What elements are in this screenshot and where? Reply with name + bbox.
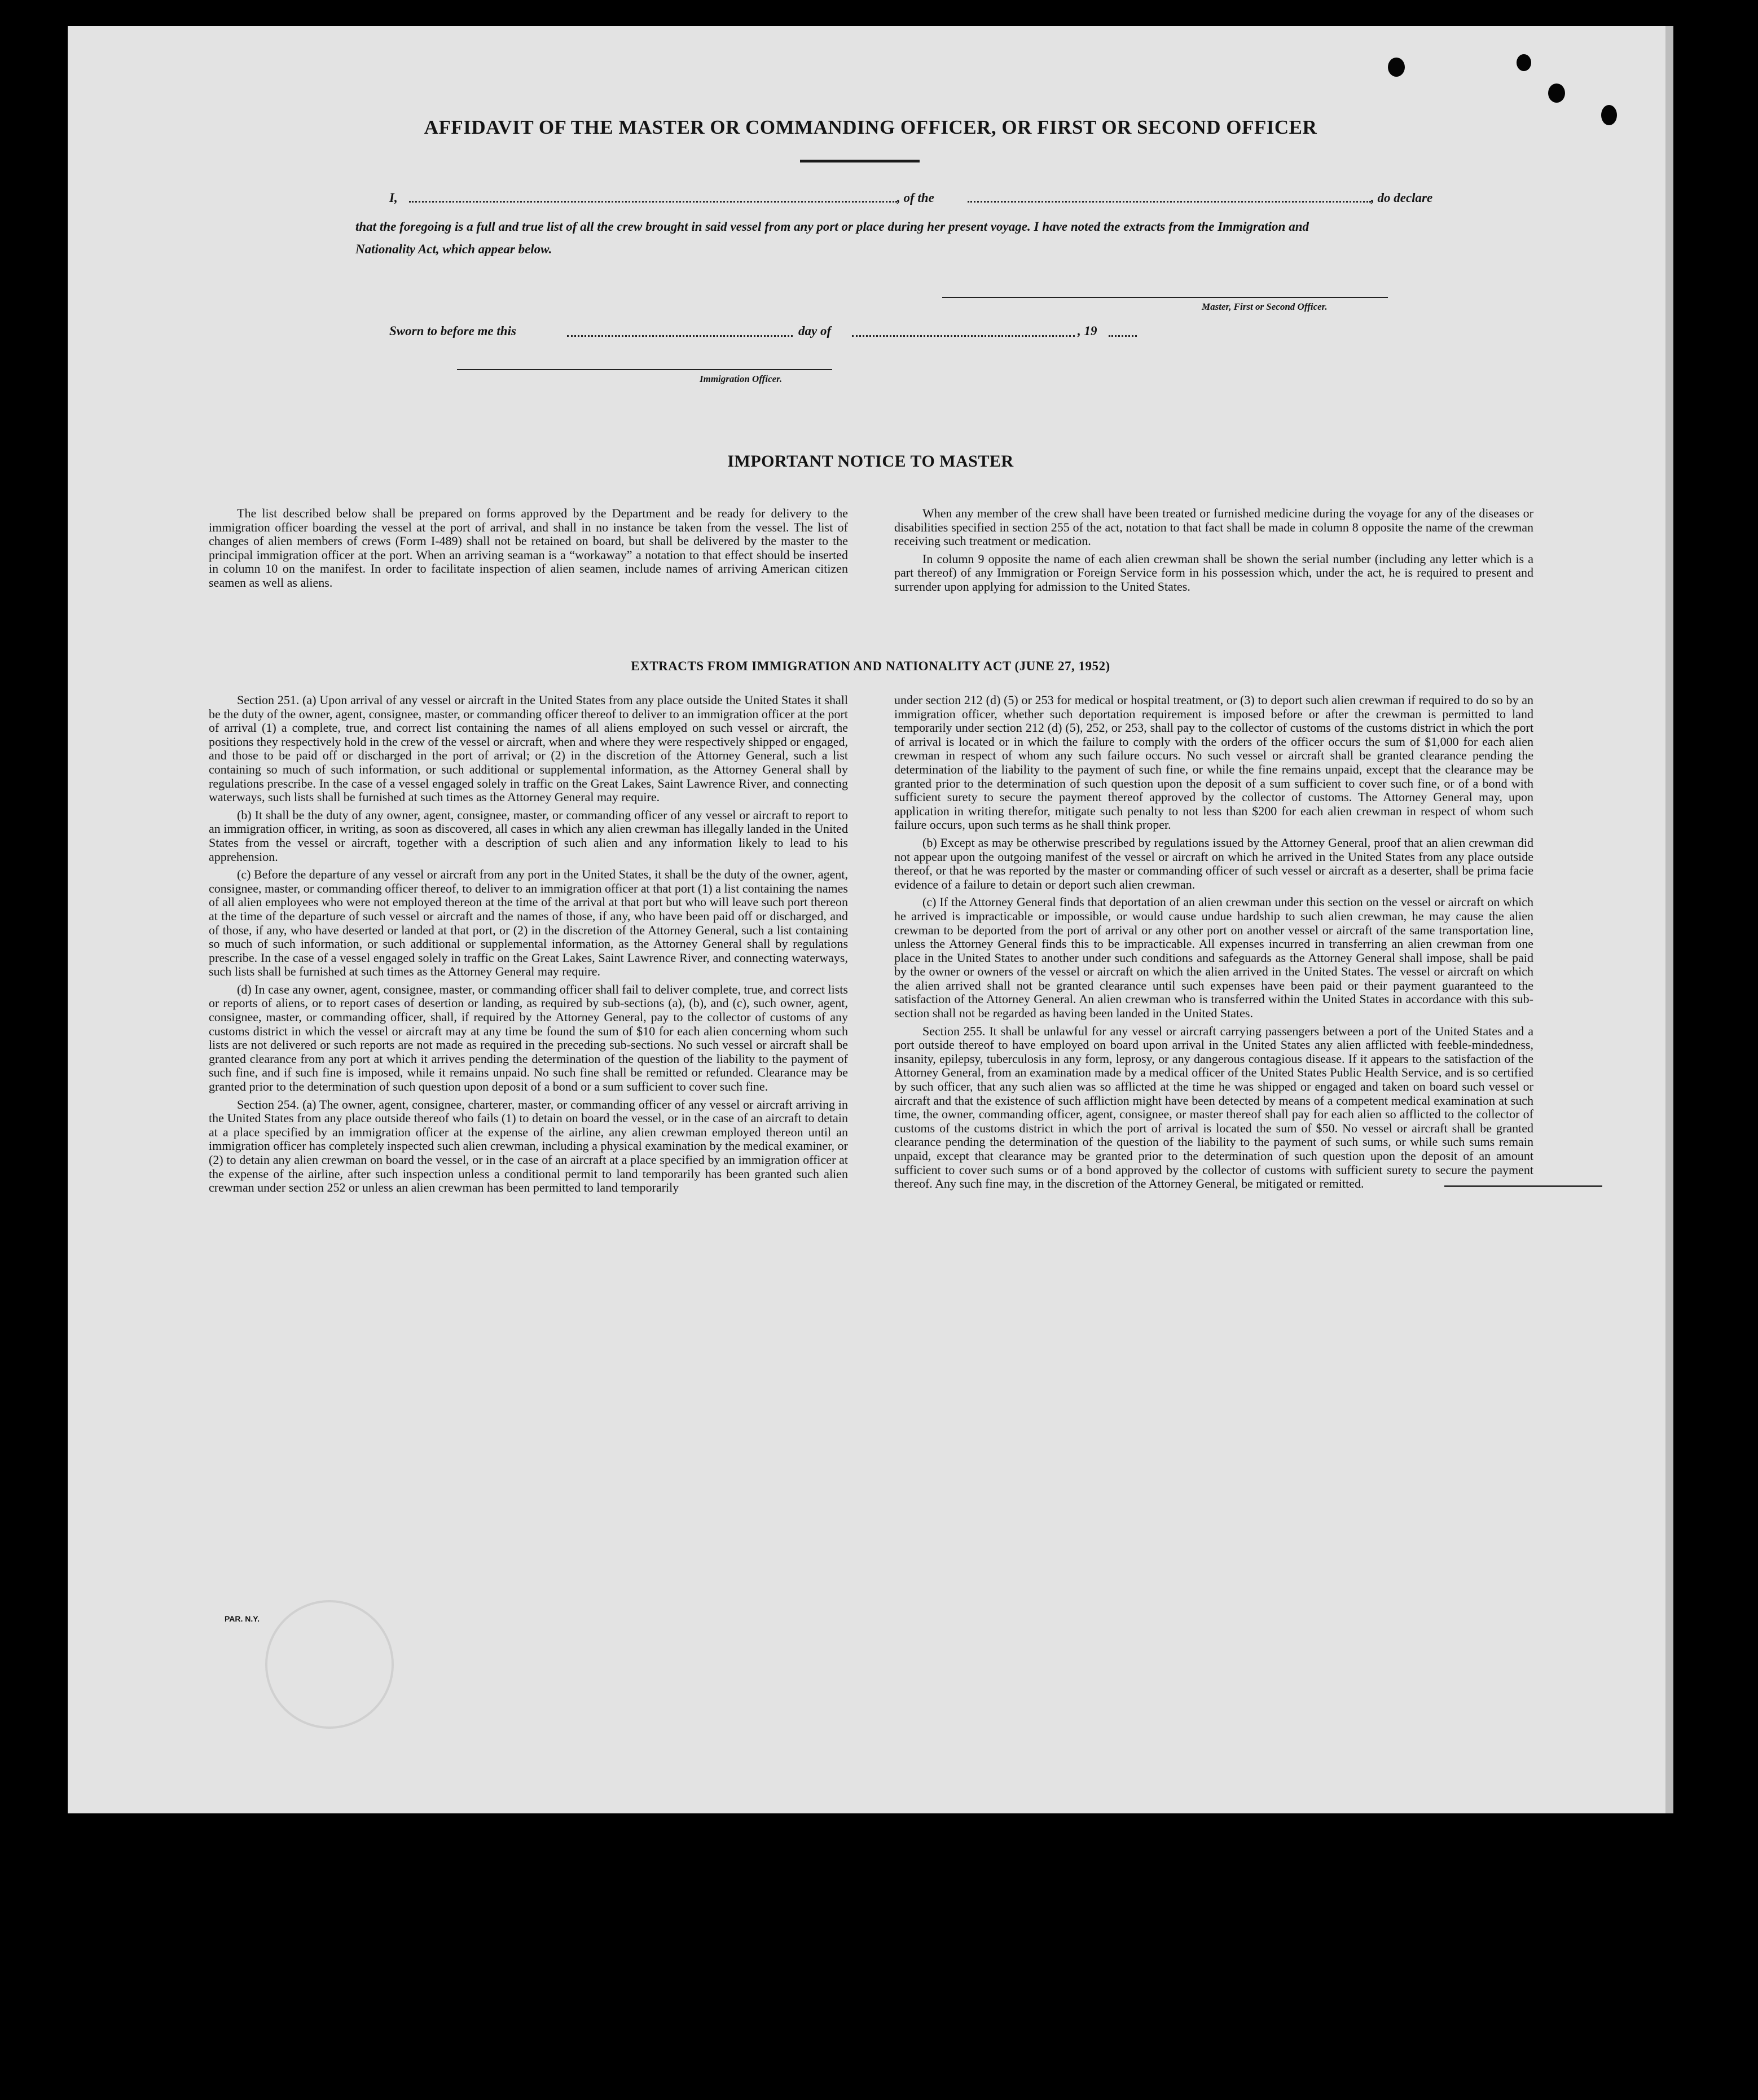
decl-of-the-label: , of the [897, 191, 934, 205]
notice-right-paragraph-1: When any member of the crew shall have been treated or furnished medicine during the voyage for any of the diseases or disabilities specified in section 255 of the act, notation to that fact shall be made in column 8 opposite the name of the crewman receiving such treatment or medication. [894, 506, 1533, 548]
signature-caption: Master, First or Second Officer. [1202, 301, 1328, 312]
notice-left-paragraph: The list described below shall be prepared on forms approved by the Department and be ready for delivery to the immigration officer boarding the vessel at the port of arrival, and shall in no instance be taken from the vessel. The list of changes of alien members of crews (Form I-489) shall not be retained on board, but shall be delivered by the master to the principal immigration officer at the port. When an arriving seaman is a “workaway” a notation to that effect should be inserted in column 10 on the manifest. In order to facilitate inspection of alien seamen, include names of arriving American citizen seamen as well as aliens. [209, 506, 848, 590]
section-251-d: (d) In case any owner, agent, consignee, master, or commanding officer shall fail to deliver complete, true, and correct lists or reports of aliens, or to report cases of desertion or landing, as required by sub-sections (a), (b), and (c), such owner, agent, consignee, master, or commanding officer, shall, if required by the Attorney General, pay to the collector of customs of any customs district in which the vessel or aircraft may at any time be found the sum of $10 for each alien concerning whom such lists are not delivered or such reports are not made as required in the preceding sub-sections. No such vessel or aircraft shall be granted clearance from any port at which it arrives pending the determination of the question of the liability to the payment of such fine, and if such fine is imposed, while it remains unpaid. No such fine shall be remitted or refunded. Clearance may be granted prior to the determination of such question upon deposit of a bond or a sum sufficient to cover such fine. [209, 982, 848, 1094]
section-251-b: (b) It shall be the duty of any owner, agent, consignee, master, or commanding officer of any vessel or aircraft to report to an immigration officer, in writing, as soon as discovered, all cases in which any alien crewman has illegally landed in the United States from the vessel or aircraft, together with a description of such alien and any information likely to lead to his apprehension. [209, 807, 848, 864]
section-254-c: (c) If the Attorney General finds that deportation of an alien crewman under this section on the vessel or aircraft on which he arrived is impracticable or impossible, or would cause undue hardship to such alien crewman, he may cause the alien crewman to be deported from the port of arrival or any other port on another vessel or aircraft of the same transportation line, unless the Attorney General finds this to be impracticable. All expenses incurred in transferring an alien crewman from one place in the United States to another under such conditions and safeguards as the Attorney General shall impose, shall be paid by the owner or owners of the vessel or aircraft on which the alien arrived in the United States. The vessel or aircraft on which the alien arrived shall not be granted clearance until such expenses have been paid or their payment guaranteed to the satisfaction of the Attorney General. An alien crewman who is transferred within the United States in accordance with this sub-section shall not be regarded as having been landed in the United States. [894, 895, 1533, 1021]
day-of-label: day of [798, 324, 832, 338]
officer-caption: Immigration Officer. [700, 374, 783, 384]
pen-mark [1444, 1185, 1602, 1187]
sworn-year-field[interactable] [1109, 335, 1137, 337]
punch-hole [1388, 58, 1405, 77]
year-label: , 19 [1078, 324, 1097, 338]
extracts-left-column [209, 693, 848, 1199]
notice-right-paragraph-2: In column 9 opposite the name of each alien crewman shall be shown the serial number (including any letter which is a part thereof) of any Immigration or Foreign Service form in his possession which, under the act, he is required to present and surrender upon applying for admission to the United States. [894, 551, 1533, 594]
section-254-a-continued: under section 212 (d) (5) or 253 for medical or hospital treatment, or (3) to deport such alien crewman if required to do so by an immigration officer, whether such deportation requirement is imposed before or after the crewman is permitted to land temporarily under section 212 (d) (5), 252, or 253, shall pay to the collector of customs of the customs district in which the port of arrival is located or in which the failure to comply with the orders of the officer occurs the sum of $1,000 for each alien crewman in respect of whom any such failure occurs. No such vessel or aircraft shall be granted clearance pending the determination of the liability to the payment of such fine, or while the fine remains unpaid, except that the clearance may be granted prior to the determination of such question upon the deposit of a sum sufficient to cover such fine, or of a bond with sufficient surety to secure the payment thereof approved by the collector of customs. The Attorney General may, upon application in writing therefor, mitigate such penalty to not less than $200 for each alien crewman in respect of whom such failure occurs, upon such terms as he shall think proper. [894, 693, 1533, 832]
faint-stamp [265, 1600, 394, 1729]
declaration-text: that the foregoing is a full and true list of all the crew brought in said vessel from any port or place during her present voyage. I have noted the extracts from the Immigration and Nationality Act, which appear below. [355, 219, 1309, 256]
section-255: Section 255. It shall be unlawful for any vessel or aircraft carrying passengers between a port of the United States and a port outside thereof to have employed on board upon arrival in the United States any alien afflicted with feeble-mindedness, insanity, epilepsy, tuberculosis in any form, leprosy, or any dangerous contagious disease. If it appears to the satisfaction of the Attorney General, from an examination made by a medical officer of the United States Public Health Service, and is so certified by such officer, that any such alien was so afflicted at the time he was shipped or engaged and taken on board such vessel or aircraft and that the existence of such affliction might have been detected by means of a competent medical examination at such time, the owner, commanding officer, agent, consignee, or master thereof shall pay for each alien so afflicted to the collector of customs of the customs district in which the port of arrival is located the sum of $50. No vessel or aircraft shall be granted clearance pending the determination of the question of the liability to the payment of such sums, or while such sums remain unpaid, except that clearance may be granted prior to the determination of such question upon the deposit of an amount sufficient to cover such sums or of a bond approved by the collector of customs with sufficient surety to secure the payment thereof. Any such fine may, in the discretion of the Attorney General, be mitigated or remitted. [894, 1023, 1533, 1191]
sworn-label: Sworn to before me this [389, 324, 516, 338]
section-254-b: (b) Except as may be otherwise prescribed by regulations issued by the Attorney General, proof that an alien crewman did not appear upon the outgoing manifest of the vessel or aircraft on which he arrived in the United States from any place outside thereof, or that he was reported by the master or commanding officer of such vessel or aircraft as a deserter, shall be prima facie evidence of a failure to detain or deport such alien crewman. [894, 835, 1533, 891]
section-251-a: Section 251. (a) Upon arrival of any vessel or aircraft in the United States from any place outside the United States it shall be the duty of the owner, agent, consignee, master, or commanding officer thereof to deliver to an immigration officer at the port of arrival (1) a complete, true, and correct list containing the names of all aliens employed on such vessel or aircraft, the positions they respectively hold in the crew of the vessel or aircraft, when and where they were respectively shipped or engaged, and those to be paid off or discharged in the port of arrival; or (2) in the discretion of the Attorney General, such a list containing so much of such information, or such additional or supplemental information, as the Attorney General shall by regulations prescribe. In the case of a vessel engaged solely in traffic on the Great Lakes, Saint Lawrence River, and connecting waterways, such lists shall be furnished at such times as the Attorney General may require. [209, 693, 848, 805]
vessel-name-field[interactable] [968, 201, 1371, 203]
section-254-a: Section 254. (a) The owner, agent, consignee, charterer, master, or commanding officer of any vessel or aircraft arriving in the United States from any place outside thereof who fails (1) to detain on board the vessel, or in the case of an aircraft to detain at a place specified by an immigration officer at the expense of the airline, any alien crewman employed thereon until an immigration officer has completely inspected such alien crewman, including a physical examination by the medical examiner, or (2) to detain any alien crewman on board the vessel, or in the case of an aircraft at a place specified by an immigration officer at the expense of the airline, after such inspection unless a conditional permit to land temporarily has been granted such alien crewman under section 252 or unless an alien crewman has been permitted to land temporarily [209, 1097, 848, 1195]
punch-hole [1517, 54, 1531, 71]
declarant-name-field[interactable] [409, 201, 897, 203]
sheet-edge [1665, 26, 1673, 1813]
form-sheet [68, 26, 1673, 1813]
title-rule [800, 160, 920, 162]
extracts-right-column [894, 693, 1533, 1195]
decl-i-label: I, [389, 191, 398, 205]
notice-title: IMPORTANT NOTICE TO MASTER [727, 452, 1014, 471]
affidavit-title: AFFIDAVIT OF THE MASTER OR COMMANDING OFFICER, OR FIRST OR SECOND OFFICER [424, 116, 1317, 138]
sworn-day-field[interactable] [567, 335, 793, 337]
decl-do-declare-label: , do declare [1371, 191, 1433, 205]
punch-hole [1548, 84, 1565, 103]
sworn-month-field[interactable] [852, 335, 1075, 337]
extracts-title: EXTRACTS FROM IMMIGRATION AND NATIONALITY ACT (JUNE 27, 1952) [631, 659, 1110, 673]
notice-right-column [894, 507, 1533, 598]
section-251-c: (c) Before the departure of any vessel or aircraft from any port in the United States, it shall be the duty of the owner, agent, consignee, master, or commanding officer thereof, to deliver to an immigration officer at that port (1) a list containing the names of all alien employees who were not employed thereon at the time of the arrival at that port but who will leave such port thereon at the time of the departure of such vessel or aircraft and the names of those, if any, who have been paid off or discharged, and of those, if any, who have deserted or landed at that port, or (2) in the discretion of the Attorney General, such a list containing so much of such information, or such additional or supplemental information, as the Attorney General shall by regulations prescribe. In the case of a vessel engaged solely in traffic on the Great Lakes, Saint Lawrence River, and connecting waterways, such lists shall be furnished at such times as the Attorney General may require. [209, 867, 848, 979]
notice-left-column [209, 507, 848, 594]
printer-mark: PAR. N.Y. [225, 1614, 260, 1623]
officer-signature-line[interactable] [457, 369, 832, 370]
signature-line[interactable] [942, 297, 1388, 298]
